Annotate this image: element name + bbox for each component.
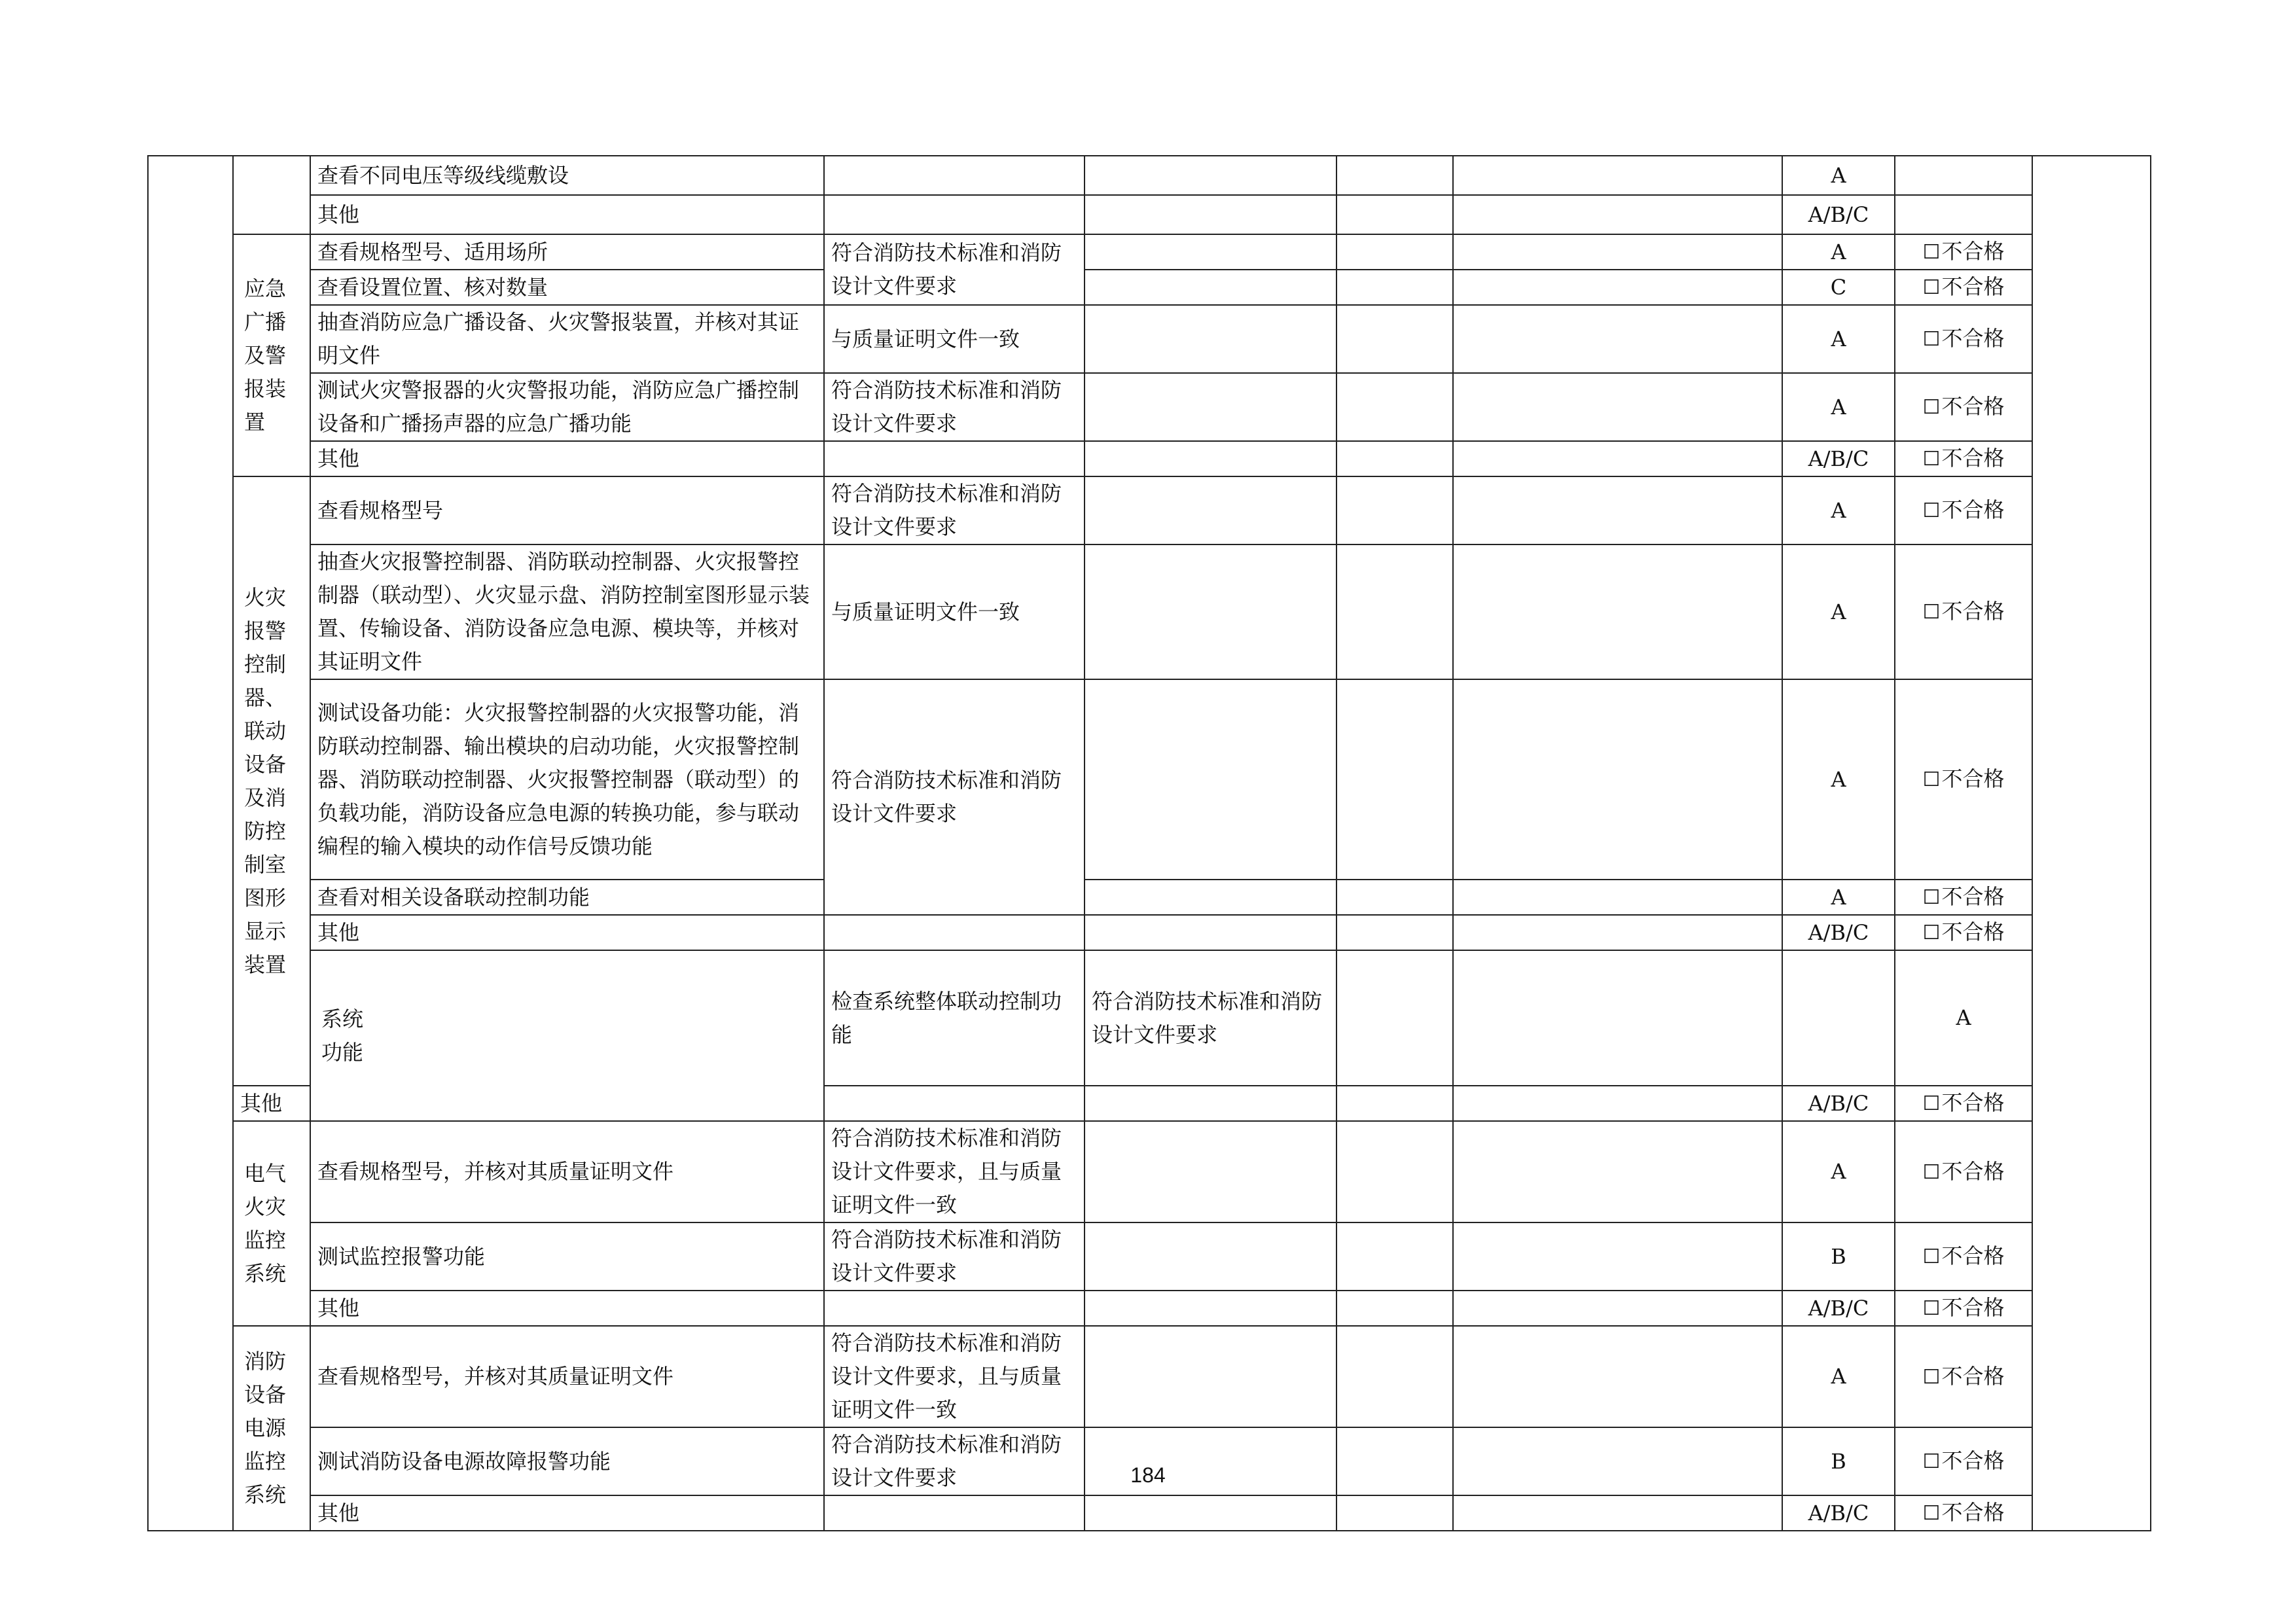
blank-cell: [1453, 1291, 1782, 1326]
table-row: [148, 270, 2151, 305]
table-row: [148, 195, 2151, 234]
blank-cell: [1453, 373, 1782, 441]
requirement-cell: [824, 1291, 1085, 1326]
requirement-cell: 符合消防技术标准和消防设计文件要求: [824, 476, 1085, 544]
grade-cell: A/B/C: [1782, 441, 1895, 476]
blank-cell: [1336, 880, 1453, 915]
grade-cell: A: [1782, 679, 1895, 880]
requirement-cell: 与质量证明文件一致: [824, 305, 1085, 373]
table-row: [148, 1121, 2151, 1222]
result-cell: [1895, 1121, 2032, 1222]
fail-label: 不合格: [1941, 497, 2005, 522]
fail-label: 不合格: [1941, 274, 2005, 299]
inspection-table: [147, 155, 2151, 1531]
grade-cell: A: [1782, 305, 1895, 373]
result-cell: [1895, 1291, 2032, 1326]
requirement-cell: 与质量证明文件一致: [824, 544, 1085, 679]
blank-cell: [1453, 441, 1782, 476]
fail-label: 不合格: [1941, 446, 2005, 471]
blank-cell: [1336, 305, 1453, 373]
page-number: 184: [1130, 1463, 1166, 1487]
blank-cell: [1453, 195, 1782, 234]
blank-cell: [1336, 270, 1453, 305]
col1-merged-cell: [148, 156, 233, 1531]
grade-cell: A/B/C: [1782, 1291, 1895, 1326]
requirement-cell: 符合消防技术标准和消防设计文件要求: [824, 1222, 1085, 1291]
checkbox-icon: ☐: [1922, 768, 1941, 791]
blank-cell: [1453, 1326, 1782, 1427]
item-text: 查看规格型号: [310, 476, 824, 544]
blank-cell: [1085, 544, 1336, 679]
checkbox-icon: ☐: [1922, 1245, 1941, 1268]
grade-cell: A: [1782, 880, 1895, 915]
grade-cell: A: [1782, 373, 1895, 441]
section-title-electric: 电气火灾监控系统: [233, 1121, 310, 1326]
result-cell: [1895, 476, 2032, 544]
checkbox-icon: ☐: [1922, 1092, 1941, 1115]
blank-cell: [1336, 1495, 1453, 1531]
blank-cell: [1453, 476, 1782, 544]
item-text: 检查系统整体联动控制功能: [824, 950, 1085, 1086]
grade-cell: A: [1782, 234, 1895, 270]
result-cell: [1895, 305, 2032, 373]
requirement-cell: 符合消防技术标准和消防设计文件要求: [824, 679, 1085, 915]
grade-cell: A/B/C: [1782, 915, 1895, 950]
table-row: [148, 679, 2151, 880]
grade-cell: B: [1782, 1427, 1895, 1495]
grade-cell: A: [1895, 950, 2032, 1086]
blank-cell: [1085, 880, 1336, 915]
blank-cell: [1336, 1222, 1453, 1291]
blank-cell: [1085, 1291, 1336, 1326]
grade-cell: A/B/C: [1782, 195, 1895, 234]
blank-cell: [1453, 1495, 1782, 1531]
item-text: 查看规格型号，并核对其质量证明文件: [310, 1121, 824, 1222]
blank-cell: [1085, 1121, 1336, 1222]
item-text: 查看不同电压等级线缆敷设: [310, 156, 824, 195]
table-row: [148, 544, 2151, 679]
blank-cell: [1085, 195, 1336, 234]
grade-cell: A: [1782, 544, 1895, 679]
grade-cell: A: [1782, 156, 1895, 195]
table-row: [148, 156, 2151, 195]
result-cell: [1895, 880, 2032, 915]
result-cell: [1895, 915, 2032, 950]
item-text: 测试监控报警功能: [310, 1222, 824, 1291]
fail-label: 不合格: [1941, 1090, 2005, 1115]
checkbox-icon: ☐: [1922, 921, 1941, 944]
grade-cell: C: [1782, 270, 1895, 305]
blank-cell: [1085, 679, 1336, 880]
blank-cell: [1782, 950, 1895, 1086]
blank-cell: [1453, 950, 1782, 1086]
result-cell: [1895, 1495, 2032, 1531]
result-cell: [1895, 234, 2032, 270]
fail-label: 不合格: [1941, 766, 2005, 791]
blank-cell: [1085, 1495, 1336, 1531]
table-row: [148, 476, 2151, 544]
item-text: 其他: [310, 195, 824, 234]
checkbox-icon: ☐: [1922, 1160, 1941, 1184]
checkbox-icon: ☐: [1922, 886, 1941, 909]
table-row: [148, 373, 2151, 441]
table-row: [148, 1495, 2151, 1531]
fail-label: 不合格: [1941, 394, 2005, 419]
blank-cell: [1453, 679, 1782, 880]
table-row: [148, 880, 2151, 915]
section-cell-blank: [233, 156, 310, 234]
grade-cell: A/B/C: [1782, 1086, 1895, 1121]
checkbox-icon: ☐: [1922, 1450, 1941, 1473]
item-text: 其他: [310, 1291, 824, 1326]
result-cell: [1895, 1086, 2032, 1121]
remark-merged-cell: [2032, 156, 2151, 1531]
result-cell: [1895, 679, 2032, 880]
blank-cell: [1453, 1121, 1782, 1222]
checkbox-icon: ☐: [1922, 1365, 1941, 1389]
blank-cell: [1085, 234, 1336, 270]
blank-cell: [1085, 373, 1336, 441]
result-cell: [1895, 1222, 2032, 1291]
blank-cell: [1453, 156, 1782, 195]
blank-cell: [1453, 1222, 1782, 1291]
result-cell: [1895, 373, 2032, 441]
blank-cell: [1336, 1326, 1453, 1427]
result-cell: [1895, 156, 2032, 195]
result-cell: [1895, 544, 2032, 679]
requirement-cell: 符合消防技术标准和消防设计文件要求: [1085, 950, 1336, 1086]
fail-label: 不合格: [1941, 1295, 2005, 1320]
requirement-cell: 符合消防技术标准和消防设计文件要求，且与质量证明文件一致: [824, 1326, 1085, 1427]
item-text: 其他: [310, 1495, 824, 1531]
requirement-cell: 符合消防技术标准和消防设计文件要求: [824, 1427, 1085, 1495]
table-row: [148, 305, 2151, 373]
requirement-cell: [824, 156, 1085, 195]
checkbox-icon: ☐: [1922, 241, 1941, 264]
blank-cell: [1336, 679, 1453, 880]
blank-cell: [1453, 915, 1782, 950]
blank-cell: [1085, 915, 1336, 950]
table-row: [148, 1222, 2151, 1291]
blank-cell: [1336, 1086, 1453, 1121]
table-row: [148, 950, 2151, 1086]
requirement-cell: [824, 915, 1085, 950]
blank-cell: [1085, 476, 1336, 544]
blank-cell: [1336, 544, 1453, 679]
item-text: 查看规格型号、适用场所: [310, 234, 824, 270]
blank-cell: [1453, 270, 1782, 305]
fail-label: 不合格: [1941, 919, 2005, 944]
item-text: 测试设备功能：火灾报警控制器的火灾报警功能，消防联动控制器、输出模块的启动功能，火灾报警控制器、消防联动控制器、火灾报警控制器（联动型）的负载功能，消防设备应急电源的转换功能，参与联动编程的输入模块的动作信号反馈功能: [310, 679, 824, 880]
checkbox-icon: ☐: [1922, 499, 1941, 522]
table-row: [148, 234, 2151, 270]
requirement-cell: 符合消防技术标准和消防设计文件要求，且与质量证明文件一致: [824, 1121, 1085, 1222]
result-cell: [1895, 195, 2032, 234]
blank-cell: [1336, 1291, 1453, 1326]
blank-cell: [1453, 880, 1782, 915]
grade-cell: A: [1782, 1121, 1895, 1222]
blank-cell: [1336, 915, 1453, 950]
fail-label: 不合格: [1941, 1500, 2005, 1525]
fail-label: 不合格: [1941, 326, 2005, 351]
table-row: [148, 1291, 2151, 1326]
blank-cell: [1085, 1222, 1336, 1291]
result-cell: [1895, 270, 2032, 305]
fail-label: 不合格: [1941, 1158, 2005, 1184]
result-cell: [1895, 441, 2032, 476]
blank-cell: [1336, 195, 1453, 234]
blank-cell: [1336, 950, 1453, 1086]
item-text: 抽查消防应急广播设备、火灾警报装置，并核对其证明文件: [310, 305, 824, 373]
blank-cell: [1336, 156, 1453, 195]
checkbox-icon: ☐: [1922, 448, 1941, 471]
blank-cell: [1453, 544, 1782, 679]
fail-label: 不合格: [1941, 239, 2005, 264]
requirement-cell: [824, 195, 1085, 234]
fail-label: 不合格: [1941, 599, 2005, 624]
fail-label: 不合格: [1941, 1363, 2005, 1389]
item-text: 查看设置位置、核对数量: [310, 270, 824, 305]
section-title-controller: 火灾报警控制器、联动设备及消防控制室图形显示装置: [233, 476, 310, 1086]
requirement-cell: 符合消防技术标准和消防设计文件要求: [824, 373, 1085, 441]
blank-cell: [1453, 1086, 1782, 1121]
item-text: 测试火灾警报器的火灾警报功能，消防应急广播控制设备和广播扬声器的应急广播功能: [310, 373, 824, 441]
blank-cell: [1336, 441, 1453, 476]
fail-label: 不合格: [1941, 1448, 2005, 1473]
table-row: [148, 1326, 2151, 1427]
section-title-broadcast: 应急广播及警报装置: [233, 234, 310, 476]
blank-cell: [1085, 441, 1336, 476]
table-row: [148, 915, 2151, 950]
blank-cell: [1336, 373, 1453, 441]
section-title-power: 消防设备电源监控系统: [233, 1326, 310, 1531]
blank-cell: [1085, 1326, 1336, 1427]
table-row: [148, 441, 2151, 476]
blank-cell: [1336, 1121, 1453, 1222]
checkbox-icon: ☐: [1922, 1502, 1941, 1525]
blank-cell: [1085, 305, 1336, 373]
requirement-cell: [824, 1086, 1085, 1121]
checkbox-icon: ☐: [1922, 276, 1941, 299]
item-text: 其他: [310, 441, 824, 476]
fail-label: 不合格: [1941, 1243, 2005, 1268]
requirement-cell: 符合消防技术标准和消防设计文件要求: [824, 234, 1085, 305]
grade-cell: A/B/C: [1782, 1495, 1895, 1531]
grade-cell: A: [1782, 1326, 1895, 1427]
checkbox-icon: ☐: [1922, 328, 1941, 351]
item-text: 其他: [233, 1086, 310, 1121]
item-text: 测试消防设备电源故障报警功能: [310, 1427, 824, 1495]
item-text: 其他: [310, 915, 824, 950]
requirement-cell: [824, 1495, 1085, 1531]
blank-cell: [1336, 234, 1453, 270]
section-title-system: 系统功能: [310, 950, 824, 1121]
blank-cell: [1085, 1086, 1336, 1121]
item-text: 抽查火灾报警控制器、消防联动控制器、火灾报警控制器（联动型）、火灾显示盘、消防控制室图形显示装置、传输设备、消防设备应急电源、模块等，并核对其证明文件: [310, 544, 824, 679]
grade-cell: A: [1782, 476, 1895, 544]
blank-cell: [1085, 156, 1336, 195]
blank-cell: [1453, 234, 1782, 270]
blank-cell: [1085, 270, 1336, 305]
blank-cell: [1336, 476, 1453, 544]
grade-cell: B: [1782, 1222, 1895, 1291]
result-cell: [1895, 1326, 2032, 1427]
item-text: 查看规格型号，并核对其质量证明文件: [310, 1326, 824, 1427]
fail-label: 不合格: [1941, 884, 2005, 909]
checkbox-icon: ☐: [1922, 396, 1941, 419]
checkbox-icon: ☐: [1922, 1297, 1941, 1320]
requirement-cell: [824, 441, 1085, 476]
checkbox-icon: ☐: [1922, 601, 1941, 624]
blank-cell: [1453, 305, 1782, 373]
item-text: 查看对相关设备联动控制功能: [310, 880, 824, 915]
